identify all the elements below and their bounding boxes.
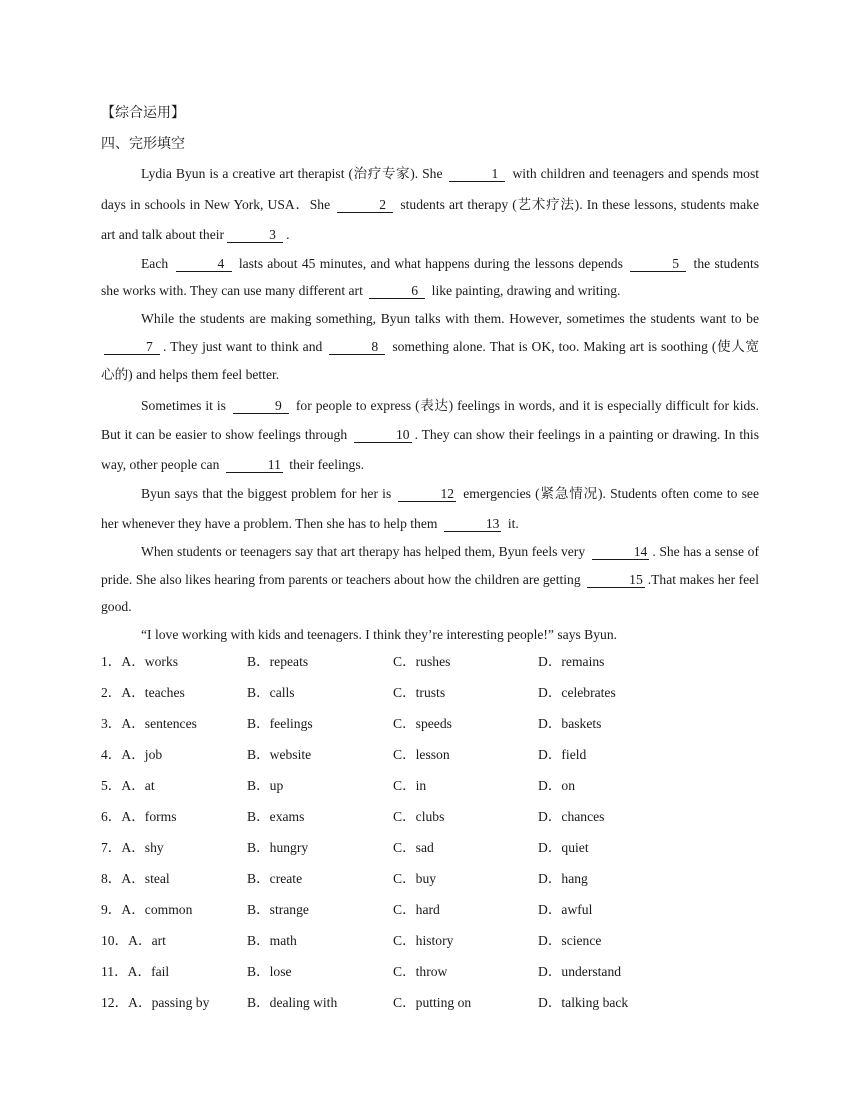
question-row [101, 894, 761, 925]
option-c: C．sad [393, 840, 434, 855]
option-d: D．talking back [538, 995, 629, 1010]
option-d: D．celebrates [538, 685, 616, 700]
option-a: 7．A．shy [101, 840, 164, 855]
option-c: C．history [393, 933, 454, 948]
option-b: B．create [247, 871, 303, 886]
text-run: their feelings. [289, 456, 365, 472]
option-d: D．understand [538, 964, 622, 979]
question-row [101, 801, 761, 832]
question-row [101, 987, 761, 1018]
question-row [101, 770, 761, 801]
blank-11: 11 [226, 458, 283, 473]
blank-14: 14 [592, 545, 650, 560]
option-b: B．hungry [247, 840, 309, 855]
option-d: D．quiet [538, 840, 589, 855]
option-a: 8．A．steal [101, 871, 170, 886]
option-b: B．website [247, 747, 312, 762]
blank-5: 5 [630, 257, 686, 272]
paragraph-6 [101, 538, 759, 621]
option-a: 4．A．job [101, 747, 163, 762]
text-run: Each [141, 255, 169, 271]
blank-13: 13 [444, 517, 502, 532]
option-c: C．clubs [393, 809, 445, 824]
paragraph-7: “I love working with kids and teenagers. I think they’re interesting people!” says Byun. [141, 626, 618, 642]
text-run: When students or teenagers say that art therapy has helped them, Byun feels very [141, 544, 586, 559]
text-run: the students she works with. They can use many different art [101, 255, 760, 298]
option-b: B．lose [247, 964, 292, 979]
text-run: .That makes her feel good. [101, 571, 759, 614]
option-a: 6．A．forms [101, 809, 177, 824]
section-label: 【综合运用】 [101, 106, 185, 121]
text-run: Sometimes it is [141, 397, 226, 413]
option-c: C．in [393, 778, 427, 793]
option-c: C．throw [393, 964, 448, 979]
option-d: D．remains [538, 654, 605, 669]
option-a: 10．A．art [101, 933, 166, 948]
option-b: B．feelings [247, 716, 313, 731]
option-a: 12．A．passing by [101, 995, 210, 1010]
paragraph-4 [101, 391, 759, 480]
text-run: . They just want to think and [163, 338, 323, 354]
paragraph-5 [101, 479, 759, 538]
option-d: D．hang [538, 871, 588, 886]
text-run: something alone. That is OK, too. Making art is soothing (使人宽心的) and helps them feel better. [101, 338, 760, 382]
option-a: 3．A．sentences [101, 716, 197, 731]
text-run: like painting, drawing and writing. [431, 283, 621, 298]
blank-15: 15 [587, 573, 645, 588]
option-b: B．dealing with [247, 995, 338, 1010]
cloze-passage [101, 159, 759, 648]
answer-options [101, 646, 761, 1018]
blank-1: 1 [449, 167, 505, 182]
blank-4: 4 [176, 257, 232, 272]
option-c: C．putting on [393, 995, 472, 1010]
text-run: students art therapy (艺术疗法). In these lessons, students make art and talk about their [101, 196, 759, 242]
option-d: D．field [538, 747, 587, 762]
option-b: B．exams [247, 809, 305, 824]
question-row [101, 677, 761, 708]
text-run: . They can show their feelings in a painting or drawing. In this way, other people can [101, 427, 759, 472]
blank-2: 2 [337, 198, 393, 213]
option-d: D．awful [538, 902, 593, 917]
option-c: C．rushes [393, 654, 451, 669]
option-a: 2．A．teaches [101, 685, 185, 700]
option-d: D．baskets [538, 716, 602, 731]
question-row [101, 708, 761, 739]
option-a: 1．A．works [101, 654, 179, 669]
paragraph-1 [101, 159, 759, 251]
question-row [101, 956, 761, 987]
blank-3: 3 [227, 228, 283, 243]
option-b: B．calls [247, 685, 295, 700]
option-a: 11．A．fail [101, 964, 170, 979]
question-row [101, 646, 761, 677]
text-run: for people to express (表达) feelings in words, and it is especially difficult for kids. But it can be easier to show feelings through [101, 397, 759, 442]
blank-9: 9 [233, 399, 289, 414]
blank-7: 7 [104, 340, 160, 355]
blank-12: 12 [398, 487, 456, 502]
option-b: B．math [247, 933, 297, 948]
option-d: D．science [538, 933, 602, 948]
paragraph-2 [101, 250, 759, 305]
option-d: D．on [538, 778, 576, 793]
question-row [101, 925, 761, 956]
question-row [101, 863, 761, 894]
option-c: C．buy [393, 871, 437, 886]
text-run: it. [507, 515, 519, 531]
option-c: C．trusts [393, 685, 446, 700]
blank-10: 10 [354, 428, 412, 443]
option-c: C．lesson [393, 747, 450, 762]
text-run: Lydia Byun is a creative art therapist (治疗专家). She [141, 166, 443, 181]
text-run: . She has a sense of pride. She also likes hearing from parents or teachers about how the children are getting [101, 544, 759, 587]
option-d: D．chances [538, 809, 605, 824]
option-c: C．hard [393, 902, 440, 917]
option-b: B．strange [247, 902, 309, 917]
blank-6: 6 [369, 284, 425, 299]
paragraph-3 [101, 305, 759, 389]
question-row [101, 832, 761, 863]
text-run: . [286, 227, 290, 242]
option-b: B．up [247, 778, 284, 793]
text-run: lasts about 45 minutes, and what happens during the lessons depends [238, 255, 623, 271]
text-run: Byun says that the biggest problem for her is [141, 486, 392, 501]
blank-8: 8 [329, 340, 385, 355]
question-row [101, 739, 761, 770]
option-c: C．speeds [393, 716, 452, 731]
option-a: 9．A．common [101, 902, 193, 917]
text-run: While the students are making something, Byun talks with them. However, sometimes the students want to be [141, 310, 759, 326]
text-run: with children and teenagers and spends most days in schools in New York, USA．She [101, 166, 760, 212]
option-b: B．repeats [247, 654, 309, 669]
option-a: 5．A．at [101, 778, 155, 793]
section-title: 四、完形填空 [101, 137, 185, 152]
text-run: emergencies (紧急情况). Students often come to see her whenever they have a problem. Then she has to help them [101, 486, 760, 531]
